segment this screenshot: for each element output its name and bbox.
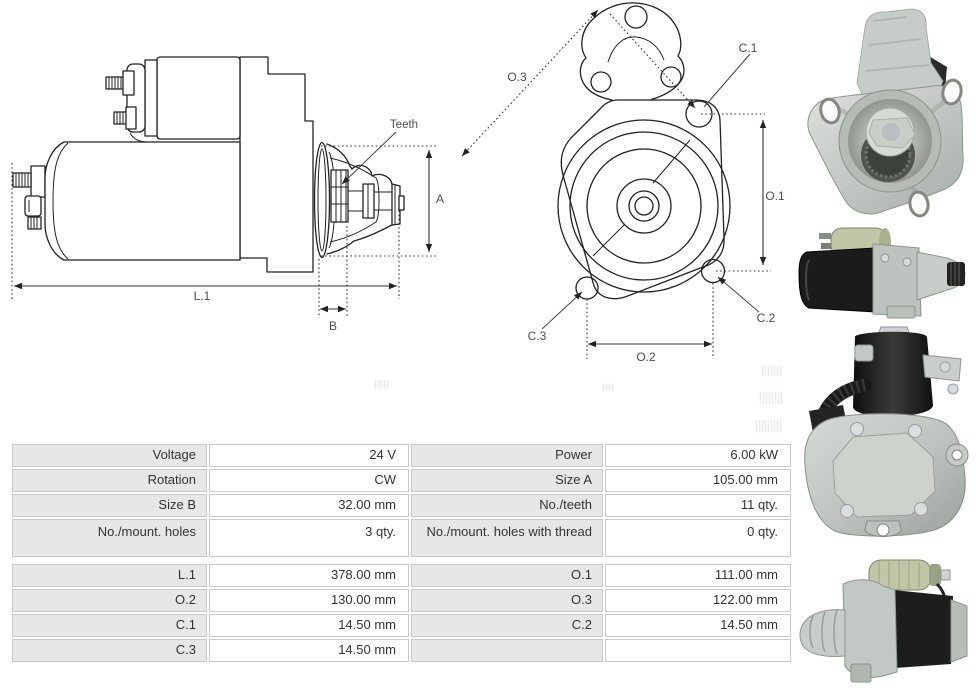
specification-tables (10, 442, 793, 664)
motor-housing (45, 142, 240, 260)
table-row (12, 564, 791, 587)
dim-label-o3: O.3 (507, 70, 527, 84)
dim-label-o2: O.2 (636, 350, 656, 364)
spec-label: C.3 (12, 639, 207, 662)
spec-label: Size A (411, 469, 603, 492)
spec-value: 130.00 mm (209, 589, 409, 612)
dim-label-l1: L.1 (193, 289, 211, 303)
callout-c2 (718, 277, 776, 325)
spec-value: 105.00 mm (605, 469, 791, 492)
spec-value: 3 qty. (209, 519, 409, 557)
callout-c1 (704, 41, 758, 107)
callout-c3 (528, 292, 582, 343)
table-row (12, 639, 791, 662)
spec-label: C.2 (411, 614, 603, 637)
spec-value: 14.50 mm (209, 614, 409, 637)
hole-c1 (686, 101, 712, 127)
spec-value: 14.50 mm (605, 614, 791, 637)
top-mounting-ear (580, 3, 684, 100)
spec-label: L.1 (12, 564, 207, 587)
photo4-drive-housing (843, 580, 897, 678)
product-photo-side-left (795, 552, 976, 687)
spec-label: O.3 (411, 589, 603, 612)
product-photo-front-flange (795, 5, 976, 218)
table-row (12, 519, 791, 557)
dimension-o1 (701, 114, 785, 271)
rear-terminal-studs (13, 166, 45, 229)
photo2-pinion (947, 262, 965, 286)
photo2-foot-bracket (887, 306, 915, 318)
watermark-smudge (375, 380, 389, 389)
drive-end-bell (315, 143, 405, 258)
dimension-o2 (587, 283, 713, 364)
solenoid-band (145, 60, 157, 136)
table-row (12, 469, 791, 492)
spec-label (411, 639, 603, 662)
spec-label: O.2 (12, 589, 207, 612)
watermark-smudge (603, 384, 613, 391)
product-photo-column (795, 0, 976, 692)
dim-label-b: B (328, 319, 338, 333)
spec-value: CW (209, 469, 409, 492)
photo4-rear-cap (951, 600, 967, 662)
spec-value: 111.00 mm (605, 564, 791, 587)
spec-table-primary (10, 442, 793, 559)
spec-label: Voltage (12, 444, 207, 467)
spec-label: No./mount. holes (12, 519, 207, 557)
table-row (12, 589, 791, 612)
spec-value: 122.00 mm (605, 589, 791, 612)
spec-label: No./teeth (411, 494, 603, 517)
spec-value: 6.00 kW (605, 444, 791, 467)
watermark-smudge (762, 366, 782, 376)
dim-label-a: A (436, 192, 445, 206)
table-row (12, 444, 791, 467)
spec-value (605, 639, 791, 662)
spec-value: 24 V (209, 444, 409, 467)
photo2-drive-housing (873, 244, 921, 316)
front-view-technical-drawing (450, 0, 795, 370)
photo4-motor-body (893, 590, 953, 668)
table-row (12, 494, 791, 517)
photo2-motor-body (799, 248, 875, 312)
watermark-smudge (760, 392, 784, 404)
product-photo-side-right (795, 222, 976, 322)
spec-label: No./mount. holes with thread (411, 519, 603, 557)
drive-housing-block (240, 57, 313, 272)
spec-value: 0 qty. (605, 519, 791, 557)
spec-value: 11 qty. (605, 494, 791, 517)
solenoid-body (157, 57, 240, 139)
side-view-technical-drawing (0, 0, 450, 340)
product-photo-rear-solenoid (795, 325, 976, 547)
teeth-label: Teeth (389, 119, 419, 131)
dim-label-c1: C.1 (738, 41, 758, 55)
spec-label: Power (411, 444, 603, 467)
dim-label-o1: O.1 (765, 189, 785, 203)
watermark-smudge (756, 420, 783, 432)
photo3-solenoid (853, 332, 933, 417)
pinion-gear (331, 170, 392, 222)
dim-label-c2: C.2 (756, 311, 776, 325)
spec-label: C.1 (12, 614, 207, 637)
spec-label: O.1 (411, 564, 603, 587)
spec-value: 32.00 mm (209, 494, 409, 517)
dim-label-c3: C.3 (527, 329, 547, 343)
spec-value: 14.50 mm (209, 639, 409, 662)
spec-value: 378.00 mm (209, 564, 409, 587)
spec-table-dimensions (10, 562, 793, 664)
table-row (12, 614, 791, 637)
spec-label: Rotation (12, 469, 207, 492)
photo4-foot (851, 664, 871, 682)
spec-label: Size B (12, 494, 207, 517)
